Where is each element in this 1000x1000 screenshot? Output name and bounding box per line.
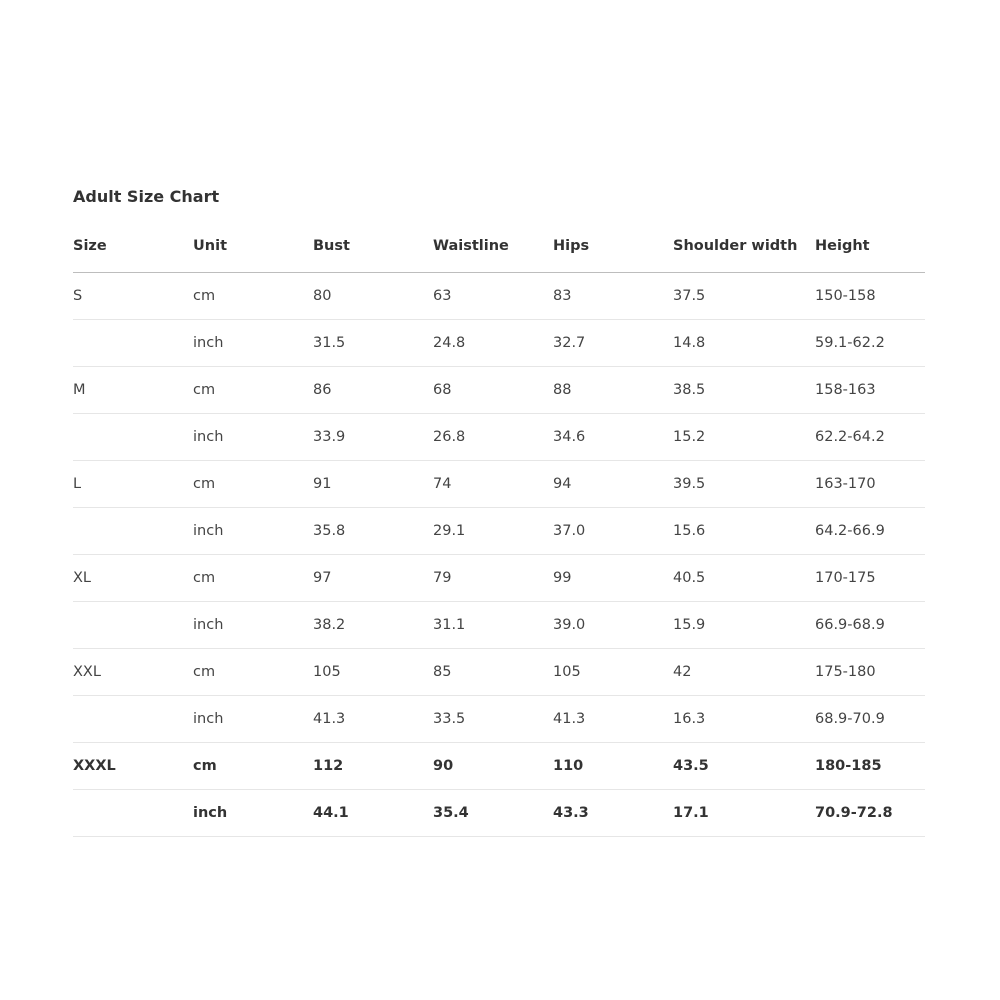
cell-bust: 112	[313, 743, 433, 790]
cell-shoulder-width: 43.5	[673, 743, 815, 790]
cell-unit: cm	[193, 649, 313, 696]
header-row	[73, 235, 925, 273]
cell-shoulder-width: 16.3	[673, 696, 815, 743]
size-chart	[73, 184, 925, 837]
cell-shoulder-width: 42	[673, 649, 815, 696]
cell-hips: 94	[553, 461, 673, 508]
cell-hips: 41.3	[553, 696, 673, 743]
cell-shoulder-width: 38.5	[673, 367, 815, 414]
cell-bust: 41.3	[313, 696, 433, 743]
cell-height: 180-185	[815, 743, 925, 790]
cell-height: 170-175	[815, 555, 925, 602]
cell-bust: 86	[313, 367, 433, 414]
cell-unit: cm	[193, 461, 313, 508]
cell-size: XXXL	[73, 743, 193, 790]
cell-waistline: 79	[433, 555, 553, 602]
header-unit: Unit	[193, 235, 313, 273]
cell-size	[73, 508, 193, 555]
table-row	[73, 461, 925, 508]
cell-shoulder-width: 37.5	[673, 273, 815, 320]
header-size: Size	[73, 235, 193, 273]
cell-hips: 99	[553, 555, 673, 602]
table-header	[73, 235, 925, 273]
header-hips: Hips	[553, 235, 673, 273]
cell-hips: 43.3	[553, 790, 673, 837]
cell-size: XL	[73, 555, 193, 602]
cell-unit: inch	[193, 320, 313, 367]
cell-waistline: 35.4	[433, 790, 553, 837]
cell-height: 68.9-70.9	[815, 696, 925, 743]
cell-waistline: 68	[433, 367, 553, 414]
cell-shoulder-width: 15.6	[673, 508, 815, 555]
cell-size: XXL	[73, 649, 193, 696]
table-row	[73, 790, 925, 837]
cell-hips: 83	[553, 273, 673, 320]
cell-size	[73, 696, 193, 743]
cell-height: 163-170	[815, 461, 925, 508]
cell-size: M	[73, 367, 193, 414]
cell-size: S	[73, 273, 193, 320]
cell-hips: 105	[553, 649, 673, 696]
cell-height: 158-163	[815, 367, 925, 414]
table-row	[73, 414, 925, 461]
table-row	[73, 743, 925, 790]
cell-height: 64.2-66.9	[815, 508, 925, 555]
cell-hips: 110	[553, 743, 673, 790]
cell-hips: 34.6	[553, 414, 673, 461]
cell-waistline: 24.8	[433, 320, 553, 367]
cell-unit: inch	[193, 602, 313, 649]
cell-shoulder-width: 39.5	[673, 461, 815, 508]
table-row	[73, 602, 925, 649]
cell-height: 66.9-68.9	[815, 602, 925, 649]
cell-size	[73, 320, 193, 367]
cell-shoulder-width: 15.9	[673, 602, 815, 649]
chart-title: Adult Size Chart	[73, 187, 220, 206]
cell-shoulder-width: 40.5	[673, 555, 815, 602]
header-shoulder-width: Shoulder width	[673, 235, 815, 273]
cell-hips: 39.0	[553, 602, 673, 649]
cell-unit: cm	[193, 273, 313, 320]
cell-waistline: 29.1	[433, 508, 553, 555]
cell-unit: inch	[193, 790, 313, 837]
cell-height: 62.2-64.2	[815, 414, 925, 461]
cell-size	[73, 414, 193, 461]
table-row	[73, 508, 925, 555]
cell-bust: 33.9	[313, 414, 433, 461]
header-waistline: Waistline	[433, 235, 553, 273]
cell-size: L	[73, 461, 193, 508]
cell-shoulder-width: 15.2	[673, 414, 815, 461]
size-table	[73, 235, 925, 837]
cell-bust: 35.8	[313, 508, 433, 555]
cell-waistline: 74	[433, 461, 553, 508]
cell-bust: 44.1	[313, 790, 433, 837]
table-row	[73, 273, 925, 320]
table-row	[73, 555, 925, 602]
cell-waistline: 26.8	[433, 414, 553, 461]
cell-bust: 38.2	[313, 602, 433, 649]
table-body	[73, 273, 925, 837]
table-row	[73, 320, 925, 367]
cell-bust: 91	[313, 461, 433, 508]
cell-hips: 32.7	[553, 320, 673, 367]
cell-waistline: 63	[433, 273, 553, 320]
cell-unit: cm	[193, 367, 313, 414]
cell-bust: 97	[313, 555, 433, 602]
cell-waistline: 85	[433, 649, 553, 696]
header-bust: Bust	[313, 235, 433, 273]
cell-unit: inch	[193, 508, 313, 555]
cell-unit: cm	[193, 555, 313, 602]
cell-bust: 105	[313, 649, 433, 696]
cell-waistline: 90	[433, 743, 553, 790]
table-row	[73, 696, 925, 743]
table-row	[73, 367, 925, 414]
cell-bust: 31.5	[313, 320, 433, 367]
cell-unit: inch	[193, 414, 313, 461]
table-row	[73, 649, 925, 696]
cell-size	[73, 602, 193, 649]
cell-height: 59.1-62.2	[815, 320, 925, 367]
cell-height: 150-158	[815, 273, 925, 320]
cell-unit: inch	[193, 696, 313, 743]
cell-hips: 88	[553, 367, 673, 414]
cell-size	[73, 790, 193, 837]
cell-unit: cm	[193, 743, 313, 790]
cell-height: 175-180	[815, 649, 925, 696]
cell-height: 70.9-72.8	[815, 790, 925, 837]
cell-shoulder-width: 17.1	[673, 790, 815, 837]
cell-hips: 37.0	[553, 508, 673, 555]
cell-bust: 80	[313, 273, 433, 320]
cell-waistline: 31.1	[433, 602, 553, 649]
cell-waistline: 33.5	[433, 696, 553, 743]
header-height: Height	[815, 235, 925, 273]
cell-shoulder-width: 14.8	[673, 320, 815, 367]
